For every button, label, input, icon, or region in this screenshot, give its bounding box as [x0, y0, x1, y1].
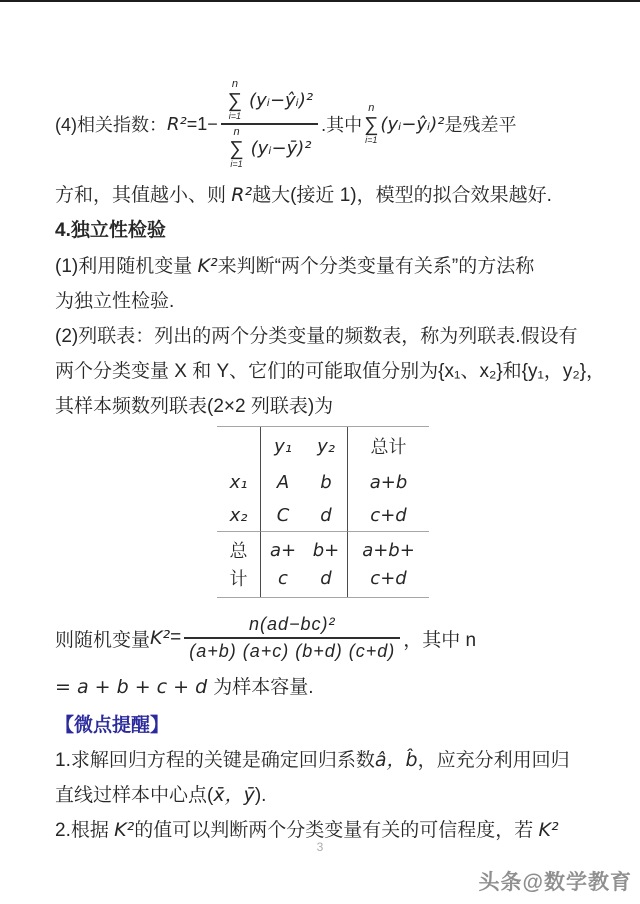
k-squared-symbol: K²	[197, 255, 218, 277]
fraction-denominator: (a+b) (a+c) (b+d) (c+d)	[189, 641, 396, 661]
text-segment: 直线过样本中心点(	[55, 785, 214, 806]
sum-symbol: ∑	[229, 138, 244, 160]
text-segment: 2.根据	[55, 820, 115, 841]
table-cell: a+b	[347, 465, 429, 499]
text-segment: (1)利用随机变量	[55, 256, 198, 277]
k-squared-symbol: K²	[538, 819, 559, 841]
table-header-total: 总计	[347, 427, 429, 465]
table-cell	[305, 531, 347, 597]
formula-prefix-text: (4)相关指数：	[55, 115, 167, 135]
sigma-summation-icon	[364, 103, 378, 145]
text-segment: ，应充分利用回归	[417, 750, 570, 771]
cell-line1: a+b+	[362, 539, 415, 561]
tip-1-line1	[55, 743, 592, 778]
section-heading-independence-test: 4.独立性检验	[55, 220, 166, 241]
fraction-k-squared	[184, 612, 400, 664]
fraction-denominator	[222, 125, 316, 171]
sigma-summation-icon	[229, 127, 243, 169]
cell-line2: d	[320, 567, 332, 589]
table-cell: A	[260, 465, 305, 499]
formula-suffix-text: 是残差平	[444, 115, 517, 135]
cell-line1: b+	[312, 539, 340, 561]
table-header-y2: y₂	[317, 435, 335, 457]
tip-1-line2	[55, 778, 592, 813]
numerator-expression: (yᵢ−ŷᵢ)²	[249, 89, 314, 111]
sum-upper-limit: n	[231, 78, 238, 90]
paragraph-correlation-continued	[55, 178, 592, 213]
page-number: 3	[316, 840, 324, 854]
formula-mid-text: .其中	[321, 115, 363, 135]
sum-upper-limit: n	[233, 126, 240, 138]
table-corner-cell	[217, 427, 260, 465]
fraction-numerator: n(ad−bc)²	[248, 614, 336, 634]
paragraph-independence-def-line1	[55, 249, 592, 284]
table-cell	[260, 531, 305, 597]
text-segment: 的值可以判断两个分类变量有关的可信程度，若	[134, 820, 539, 841]
equals-one-minus: =1−	[186, 113, 218, 134]
tip-section-header: 【微点提醒】	[55, 715, 170, 736]
text-segment: ).	[254, 785, 267, 806]
residual-expression: (yᵢ−ŷᵢ)²	[380, 113, 445, 135]
paragraph-contingency-line2: 两个分类变量 X 和 Y、它们的可能取值分别为{x₁、x₂}和{y₁，y₂}，	[55, 361, 606, 382]
paragraph-contingency-line3: 其样本频数列联表(2×2 列联表)为	[55, 396, 334, 417]
cell-line2: c+d	[370, 567, 407, 589]
equals-sign: =	[170, 627, 182, 648]
text-segment: 越大(接近 1)，模型的拟合效果越好.	[252, 185, 552, 206]
total-label-line1: 总	[229, 540, 248, 561]
formula-suffix-text: ，其中 n	[403, 629, 477, 651]
cell-line2: c	[278, 567, 288, 589]
sample-center-point: x̄，ȳ	[213, 784, 255, 806]
sigma-summation-icon	[228, 79, 242, 121]
paragraph-contingency-line1: (2)列联表：列出的两个分类变量的频数表，称为列联表.假设有	[55, 326, 578, 347]
sum-lower-limit: i=1	[365, 135, 378, 145]
fraction-residual-ratio	[221, 77, 318, 171]
formula-k-squared	[55, 606, 592, 670]
text-segment: 为样本容量.	[213, 677, 314, 698]
formula-correlation-index	[55, 70, 592, 178]
text-segment: 1.求解回归方程的关键是确定回归系数	[55, 750, 375, 771]
denominator-expression: (yᵢ−ȳ)²	[250, 137, 312, 159]
r-squared-symbol: R²	[231, 184, 253, 206]
text-segment: 来判断“两个分类变量有关系”的方法称	[217, 256, 535, 277]
table-cell: c+d	[347, 499, 429, 531]
cell-line1: a+	[269, 539, 297, 561]
k-squared-symbol: K²	[150, 627, 171, 649]
sum-lower-limit: i=1	[228, 111, 242, 121]
table-cell: d	[320, 504, 332, 526]
page-content	[0, 70, 640, 848]
formula-prefix-text: 则随机变量	[55, 629, 151, 651]
table-row-label-x1: x₁	[229, 471, 248, 493]
table-row-label-total	[217, 531, 260, 597]
table-cell	[347, 531, 429, 597]
sum-lower-limit: i=1	[230, 159, 243, 169]
sample-size-expression: = a + b + c + d	[55, 676, 214, 698]
watermark-toutiao-math-education: 头条@数学教育	[478, 871, 632, 894]
regression-coefficients: â，b̂	[374, 749, 418, 771]
r-squared-symbol: R²	[167, 113, 187, 135]
total-label-line2: 计	[229, 568, 248, 589]
k-squared-symbol: K²	[114, 819, 135, 841]
fraction-numerator	[221, 77, 318, 123]
text-segment: 方和，其值越小、则	[55, 185, 232, 206]
sum-symbol: ∑	[364, 114, 379, 136]
table-cell: b	[320, 471, 332, 493]
sum-symbol: ∑	[227, 90, 243, 112]
table-cell: C	[260, 499, 305, 531]
table-header-y1: y₁	[260, 427, 305, 465]
table-row-label-x2: x₂	[229, 504, 248, 526]
contingency-table	[217, 426, 429, 598]
paragraph-sample-size	[55, 670, 592, 705]
sum-upper-limit: n	[368, 102, 375, 114]
paragraph-independence-def-line2: 为独立性检验.	[55, 291, 175, 312]
